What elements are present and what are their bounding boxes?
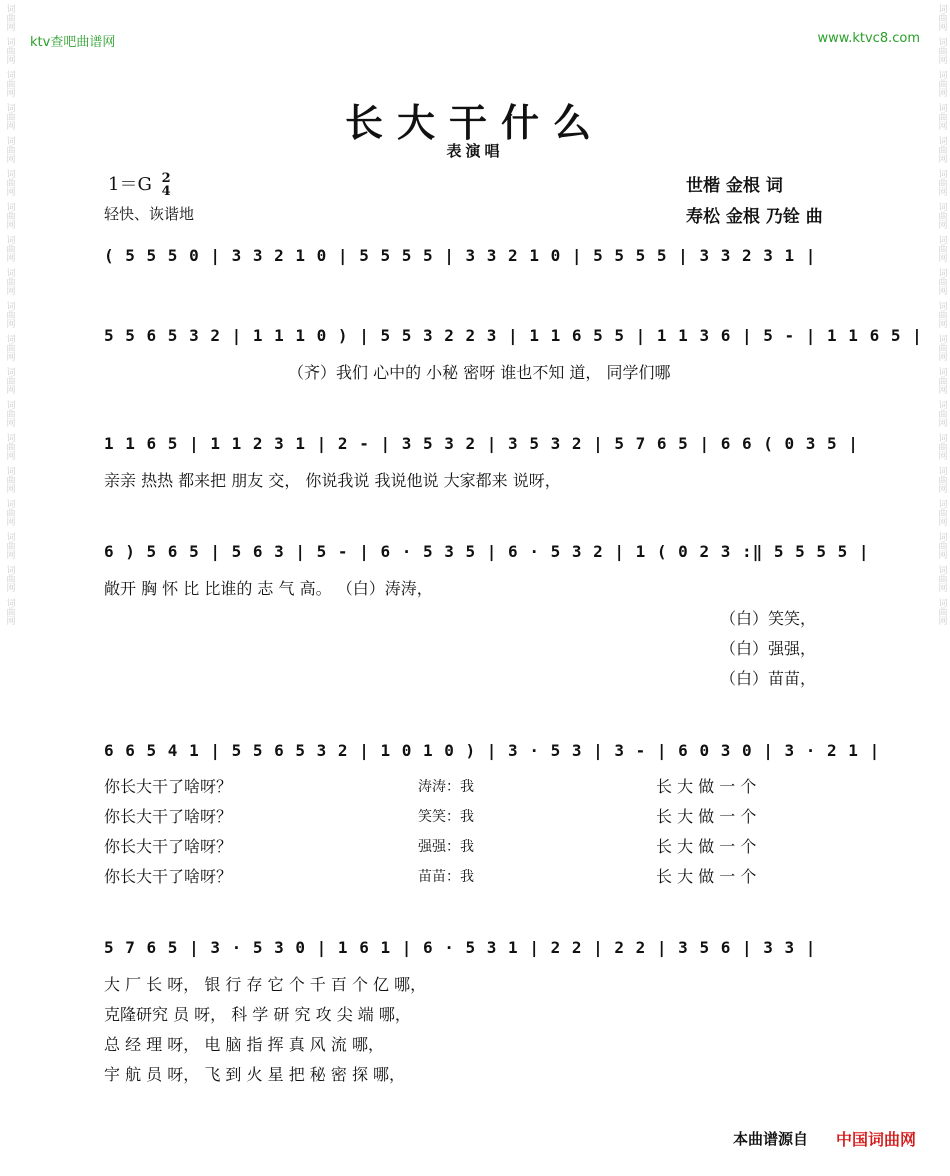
watermark-glyph: 词曲网 — [936, 103, 947, 130]
watermark-glyph: 词曲网 — [936, 565, 947, 592]
watermark-glyph: 词曲网 — [936, 4, 947, 31]
key-label: 1＝G — [108, 174, 152, 195]
watermark-glyph: 词曲网 — [936, 433, 947, 460]
lyrics-row-5-line-1-part-3: 长 大 做 一 个 — [656, 777, 757, 796]
notes-row-3: 1 1 6 5 | 1 1 2 3 1 | 2 - | 3 5 3 2 | 3 5 3 2 | 5 7 6 5 | 6 6 ( 0 3 5 | — [104, 434, 859, 453]
watermark-glyph: 词曲网 — [936, 235, 947, 262]
site-url-right[interactable]: www.ktvc8.com — [817, 31, 920, 46]
source-label: 本曲谱源自 — [732, 1130, 808, 1148]
composer-credit: 寿松 金根 乃铨 曲 — [686, 207, 823, 227]
notes-row-6: 5 7 6 5 | 3 · 5 3 0 | 1 6 1 | 6 · 5 3 1 | 2 2 | 2 2 | 3 5 6 | 3 3 | — [104, 938, 817, 957]
watermark-glyph: 词曲网 — [936, 334, 947, 361]
lyrics-row-5-line-2-part-2: 笑笑：我 — [418, 809, 474, 825]
watermark-glyph: 词曲网 — [4, 598, 15, 625]
watermark-glyph: 词曲网 — [4, 235, 15, 262]
watermark-glyph: 词曲网 — [4, 433, 15, 460]
tempo-marking: 轻快、诙谐地 — [104, 205, 195, 223]
watermark-glyph: 词曲网 — [936, 367, 947, 394]
watermark-glyph: 词曲网 — [4, 367, 15, 394]
time-signature — [162, 172, 171, 198]
lyrics-row-6-c: 总 经 理 呀， 电 脑 指 挥 真 风 流 哪， — [104, 1035, 384, 1054]
song-subtitle: 表演唱 — [446, 142, 504, 160]
source-link[interactable]: 中国词曲网 — [835, 1130, 916, 1149]
watermark-glyph: 词曲网 — [4, 532, 15, 559]
song-title: 长大干什么 — [344, 100, 605, 145]
lyrics-row-5-line-4-part-2: 苗苗：我 — [418, 869, 474, 885]
watermark-glyph: 词曲网 — [936, 301, 947, 328]
watermark-glyph: 词曲网 — [936, 70, 947, 97]
watermark-glyph: 词曲网 — [936, 202, 947, 229]
watermark-glyph: 词曲网 — [4, 565, 15, 592]
watermark-glyph: 词曲网 — [4, 499, 15, 526]
lyrics-row-4-b: （白）笑笑， — [720, 609, 817, 628]
lyricist-credit: 世楷 金根 词 — [686, 176, 783, 196]
watermark-right — [932, 0, 950, 1176]
watermark-glyph: 词曲网 — [936, 532, 947, 559]
watermark-glyph: 词曲网 — [4, 301, 15, 328]
lyrics-row-5-line-2-part-1: 你长大干了啥呀？ — [104, 807, 233, 826]
lyrics-row-4-a: 敞开 胸 怀 比 比谁的 志 气 高。 （白）涛涛， — [104, 579, 433, 598]
watermark-glyph: 词曲网 — [936, 598, 947, 625]
watermark-glyph: 词曲网 — [4, 37, 15, 64]
time-bottom: 4 — [161, 184, 171, 199]
watermark-glyph: 词曲网 — [4, 4, 15, 31]
notes-row-5: 6 6 5 4 1 | 5 5 6 5 3 2 | 1 0 1 0 ) | 3 · 5 3 | 3 - | 6 0 3 0 | 3 · 2 1 | — [104, 741, 881, 760]
watermark-left — [0, 0, 18, 1176]
notes-row-1: ( 5 5 5 0 | 3 3 2 1 0 | 5 5 5 5 | 3 3 2 1 0 | 5 5 5 5 | 3 3 2 3 1 | — [104, 246, 817, 265]
lyrics-row-2: （齐）我们 心中的 小秘 密呀 谁也不知 道， 同学们哪 — [288, 363, 671, 382]
notes-row-4: 6 ) 5 6 5 | 5 6 3 | 5 - | 6 · 5 3 5 | 6 · 5 3 2 | 1 ( 0 2 3 :‖ 5 5 5 5 | — [104, 542, 870, 561]
watermark-glyph: 词曲网 — [4, 334, 15, 361]
lyrics-row-5-line-3-part-2: 强强：我 — [418, 839, 474, 855]
watermark-glyph: 词曲网 — [4, 103, 15, 130]
watermark-glyph: 词曲网 — [936, 136, 947, 163]
lyrics-row-5-line-3-part-1: 你长大干了啥呀？ — [104, 837, 233, 856]
lyrics-row-5-line-3-part-3: 长 大 做 一 个 — [656, 837, 757, 856]
watermark-glyph: 词曲网 — [4, 202, 15, 229]
watermark-glyph: 词曲网 — [936, 466, 947, 493]
lyrics-row-5-line-1-part-2: 涛涛：我 — [418, 779, 474, 795]
lyrics-row-5-line-4-part-1: 你长大干了啥呀？ — [104, 867, 233, 886]
lyrics-row-3: 亲亲 热热 都来把 朋友 交， 你说我说 我说他说 大家都来 说呀， — [104, 471, 561, 490]
lyrics-row-4-c: （白）强强， — [720, 639, 817, 658]
lyrics-row-5-line-1-part-1: 你长大干了啥呀？ — [104, 777, 233, 796]
lyrics-row-6-d: 宇 航 员 呀， 飞 到 火 星 把 秘 密 探 哪， — [104, 1065, 406, 1084]
lyrics-row-4-d: （白）苗苗， — [720, 669, 817, 688]
site-name-left[interactable]: ktv查吧曲谱网 — [30, 35, 116, 50]
lyrics-row-5-line-4-part-3: 长 大 做 一 个 — [656, 867, 757, 886]
time-top: 2 — [161, 171, 171, 186]
watermark-glyph: 词曲网 — [936, 169, 947, 196]
watermark-glyph: 词曲网 — [936, 37, 947, 64]
watermark-glyph: 词曲网 — [4, 169, 15, 196]
lyrics-row-6-a: 大 厂 长 呀， 银 行 存 它 个 千 百 个 亿 哪， — [104, 975, 427, 994]
notes-row-2: 5 5 6 5 3 2 | 1 1 1 0 ) | 5 5 3 2 2 3 | 1 1 6 5 5 | 1 1 3 6 | 5 - | 1 1 6 5 | — [104, 326, 923, 345]
key-signature — [108, 170, 171, 198]
lyrics-row-5-line-2-part-3: 长 大 做 一 个 — [656, 807, 757, 826]
lyrics-row-6-b: 克隆研究 员 呀， 科 学 研 究 攻 尖 端 哪， — [104, 1005, 411, 1024]
watermark-glyph: 词曲网 — [936, 499, 947, 526]
watermark-glyph: 词曲网 — [936, 400, 947, 427]
watermark-glyph: 词曲网 — [4, 400, 15, 427]
watermark-glyph: 词曲网 — [936, 268, 947, 295]
watermark-glyph: 词曲网 — [4, 268, 15, 295]
watermark-glyph: 词曲网 — [4, 136, 15, 163]
watermark-glyph: 词曲网 — [4, 466, 15, 493]
watermark-glyph: 词曲网 — [4, 70, 15, 97]
